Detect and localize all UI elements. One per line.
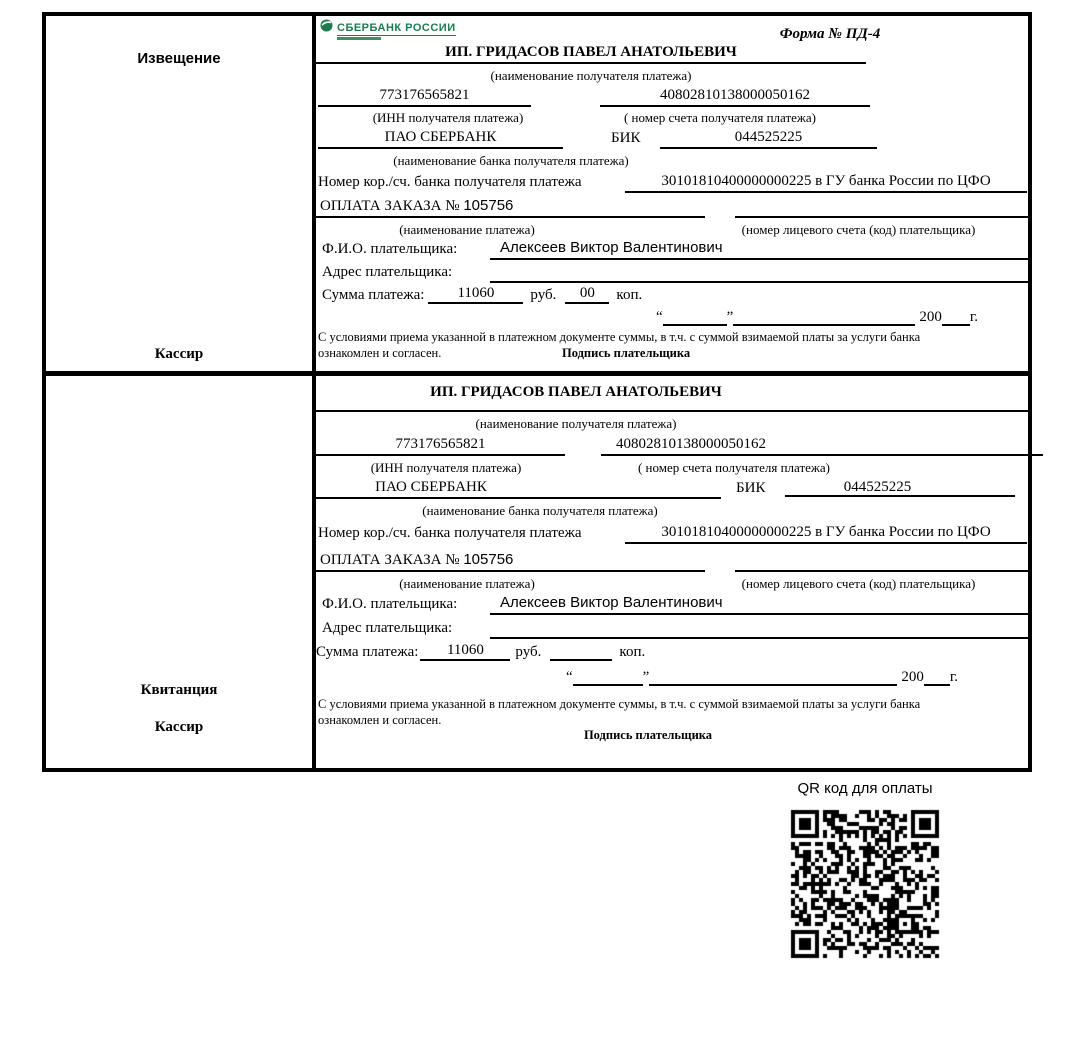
date-month-blank	[733, 306, 915, 326]
bik-value: 044525225	[660, 128, 877, 149]
personal-account-blank	[735, 196, 1028, 218]
amount-rub-value-2: 11060	[420, 641, 510, 661]
date-row	[656, 306, 978, 326]
bank-name-line-2	[316, 478, 721, 499]
payer-name-label-2: Ф.И.О. плательщика:	[322, 596, 458, 612]
purpose-text: ОПЛАТА ЗАКАЗА №	[320, 198, 460, 214]
cashier-label: Кассир	[154, 346, 204, 362]
receipt-section	[46, 376, 1028, 768]
bik-value-2: 044525225	[785, 478, 1015, 497]
payer-name-label: Ф.И.О. плательщика:	[322, 241, 458, 257]
personal-account-blank-2	[735, 550, 1028, 572]
kop-label: коп.	[616, 287, 643, 303]
notice-section	[46, 16, 1028, 376]
account-value-2: 40802810138000050162	[601, 435, 1043, 456]
sberbank-logo	[320, 19, 456, 40]
agreement-line2: ознакомлен и согласен.	[318, 346, 442, 360]
year-suffix-2: г.	[949, 669, 959, 685]
date-day-blank-2	[573, 666, 643, 686]
bank-name: ПАО СБЕРБАНК	[318, 128, 563, 149]
corr-account-value-2: 30101810400000000225 в ГУ банка России по ЦФО	[625, 522, 1027, 544]
inn-caption: (ИНН получателя платежа)	[372, 110, 524, 125]
payer-address-label: Адрес плательщика:	[322, 264, 453, 280]
quote-close-2: ”	[642, 669, 650, 685]
date-year-blank	[942, 306, 970, 326]
amount-row	[322, 284, 642, 304]
inn-value-2: 773176565821	[316, 435, 565, 456]
payer-address-label-2: Адрес плательщика:	[322, 620, 453, 636]
personal-account-caption: (номер лицевого счета (код) плательщика)	[741, 222, 976, 237]
kop-label-2: коп.	[619, 644, 646, 660]
receipt-form-body	[316, 376, 1028, 768]
recipient-name-2: ИП. ГРИДАСОВ ПАВЕЛ АНАТОЛЬЕВИЧ	[430, 384, 722, 400]
notice-left-column	[46, 16, 316, 371]
notice-form-body	[316, 16, 1028, 371]
amount-kop-value-2	[550, 641, 612, 661]
qr-code-label: QR код для оплаты	[797, 780, 933, 797]
corr-account-value: 30101810400000000225 в ГУ банка России по ЦФО	[625, 171, 1027, 193]
quote-open: “	[656, 309, 663, 325]
rub-label: руб.	[530, 287, 557, 303]
corr-account-label-2: Номер кор./сч. банка получателя платежа	[318, 525, 582, 541]
bik-label: БИК	[611, 130, 641, 146]
order-number: 105756	[463, 197, 514, 214]
inn-caption-2: (ИНН получателя платежа)	[370, 460, 522, 475]
account-value: 40802810138000050162	[600, 86, 870, 107]
year-suffix: г.	[969, 309, 979, 325]
bank-logo-text: СБЕРБАНК РОССИИ	[337, 22, 456, 34]
amount-row-2	[316, 641, 645, 661]
recipient-caption: (наименование получателя платежа)	[490, 68, 692, 83]
corr-account-label: Номер кор./сч. банка получателя платежа	[318, 174, 582, 190]
year-prefix-2: 200	[901, 669, 924, 685]
date-day-blank	[663, 306, 727, 326]
signature-label: Подпись плательщика	[562, 346, 691, 360]
bank-logo-tagline-bar	[337, 37, 381, 40]
account-caption: ( номер счета получателя платежа)	[623, 110, 817, 125]
payer-name-line-2	[490, 593, 1028, 615]
purpose-text-2: ОПЛАТА ЗАКАЗА №	[320, 552, 460, 568]
quote-close: ”	[726, 309, 734, 325]
date-row-2	[566, 666, 958, 686]
amount-kop-value: 00	[565, 284, 609, 304]
agreement-line2-2: ознакомлен и согласен.	[318, 713, 442, 727]
year-prefix: 200	[919, 309, 942, 325]
notice-label: Извещение	[137, 50, 221, 67]
agreement-line1: С условиями приема указанной в платежном документе суммы, в т.ч. с суммой взимаемой платы за услуги банка	[318, 330, 921, 344]
form-number: Форма № ПД-4	[779, 26, 881, 42]
payment-name-caption: (наименование платежа)	[399, 222, 535, 237]
cashier-label-2: Кассир	[154, 719, 204, 735]
recipient-name: ИП. ГРИДАСОВ ПАВЕЛ АНАТОЛЬЕВИЧ	[316, 43, 866, 64]
bank-caption-2: (наименование банка получателя платежа)	[422, 503, 658, 518]
rub-label-2: руб.	[515, 644, 542, 660]
recipient-caption-2: (наименование получателя платежа)	[475, 416, 677, 431]
amount-label-2: Сумма платежа:	[316, 644, 419, 660]
agreement-line1-2: С условиями приема указанной в платежном документе суммы, в т.ч. с суммой взимаемой платы за услуги банка	[318, 697, 921, 711]
inn-value: 773176565821	[318, 86, 531, 107]
payer-name-value: Алексеев Виктор Валентинович	[500, 239, 723, 256]
quote-open-2: “	[566, 669, 573, 685]
recipient-name-wrap	[316, 384, 1028, 412]
signature-label-2: Подпись плательщика	[583, 728, 713, 742]
receipt-label: Квитанция	[140, 682, 218, 698]
payer-name-value-2: Алексеев Виктор Валентинович	[500, 594, 723, 611]
bank-name-2: ПАО СБЕРБАНК	[375, 479, 487, 495]
payer-address-blank-2	[490, 617, 1028, 639]
order-number-2: 105756	[463, 551, 514, 568]
payer-address-blank	[490, 261, 1028, 283]
sberbank-emblem-icon	[320, 19, 333, 32]
payment-purpose	[316, 196, 705, 218]
amount-rub-value: 11060	[428, 284, 523, 304]
bik-label-2: БИК	[736, 480, 766, 496]
bank-caption: (наименование банка получателя платежа)	[393, 153, 629, 168]
payment-name-caption-2: (наименование платежа)	[399, 576, 535, 591]
payer-name-line	[490, 238, 1028, 260]
account-caption-2: ( номер счета получателя платежа)	[637, 460, 831, 475]
date-month-blank-2	[649, 666, 897, 686]
payment-purpose-2	[316, 550, 705, 572]
amount-label: Сумма платежа:	[322, 287, 425, 303]
qr-code	[787, 806, 943, 962]
receipt-left-column	[46, 376, 316, 768]
date-year-blank-2	[924, 666, 950, 686]
payment-form-pd4	[42, 12, 1032, 772]
personal-account-caption-2: (номер лицевого счета (код) плательщика)	[741, 576, 976, 591]
